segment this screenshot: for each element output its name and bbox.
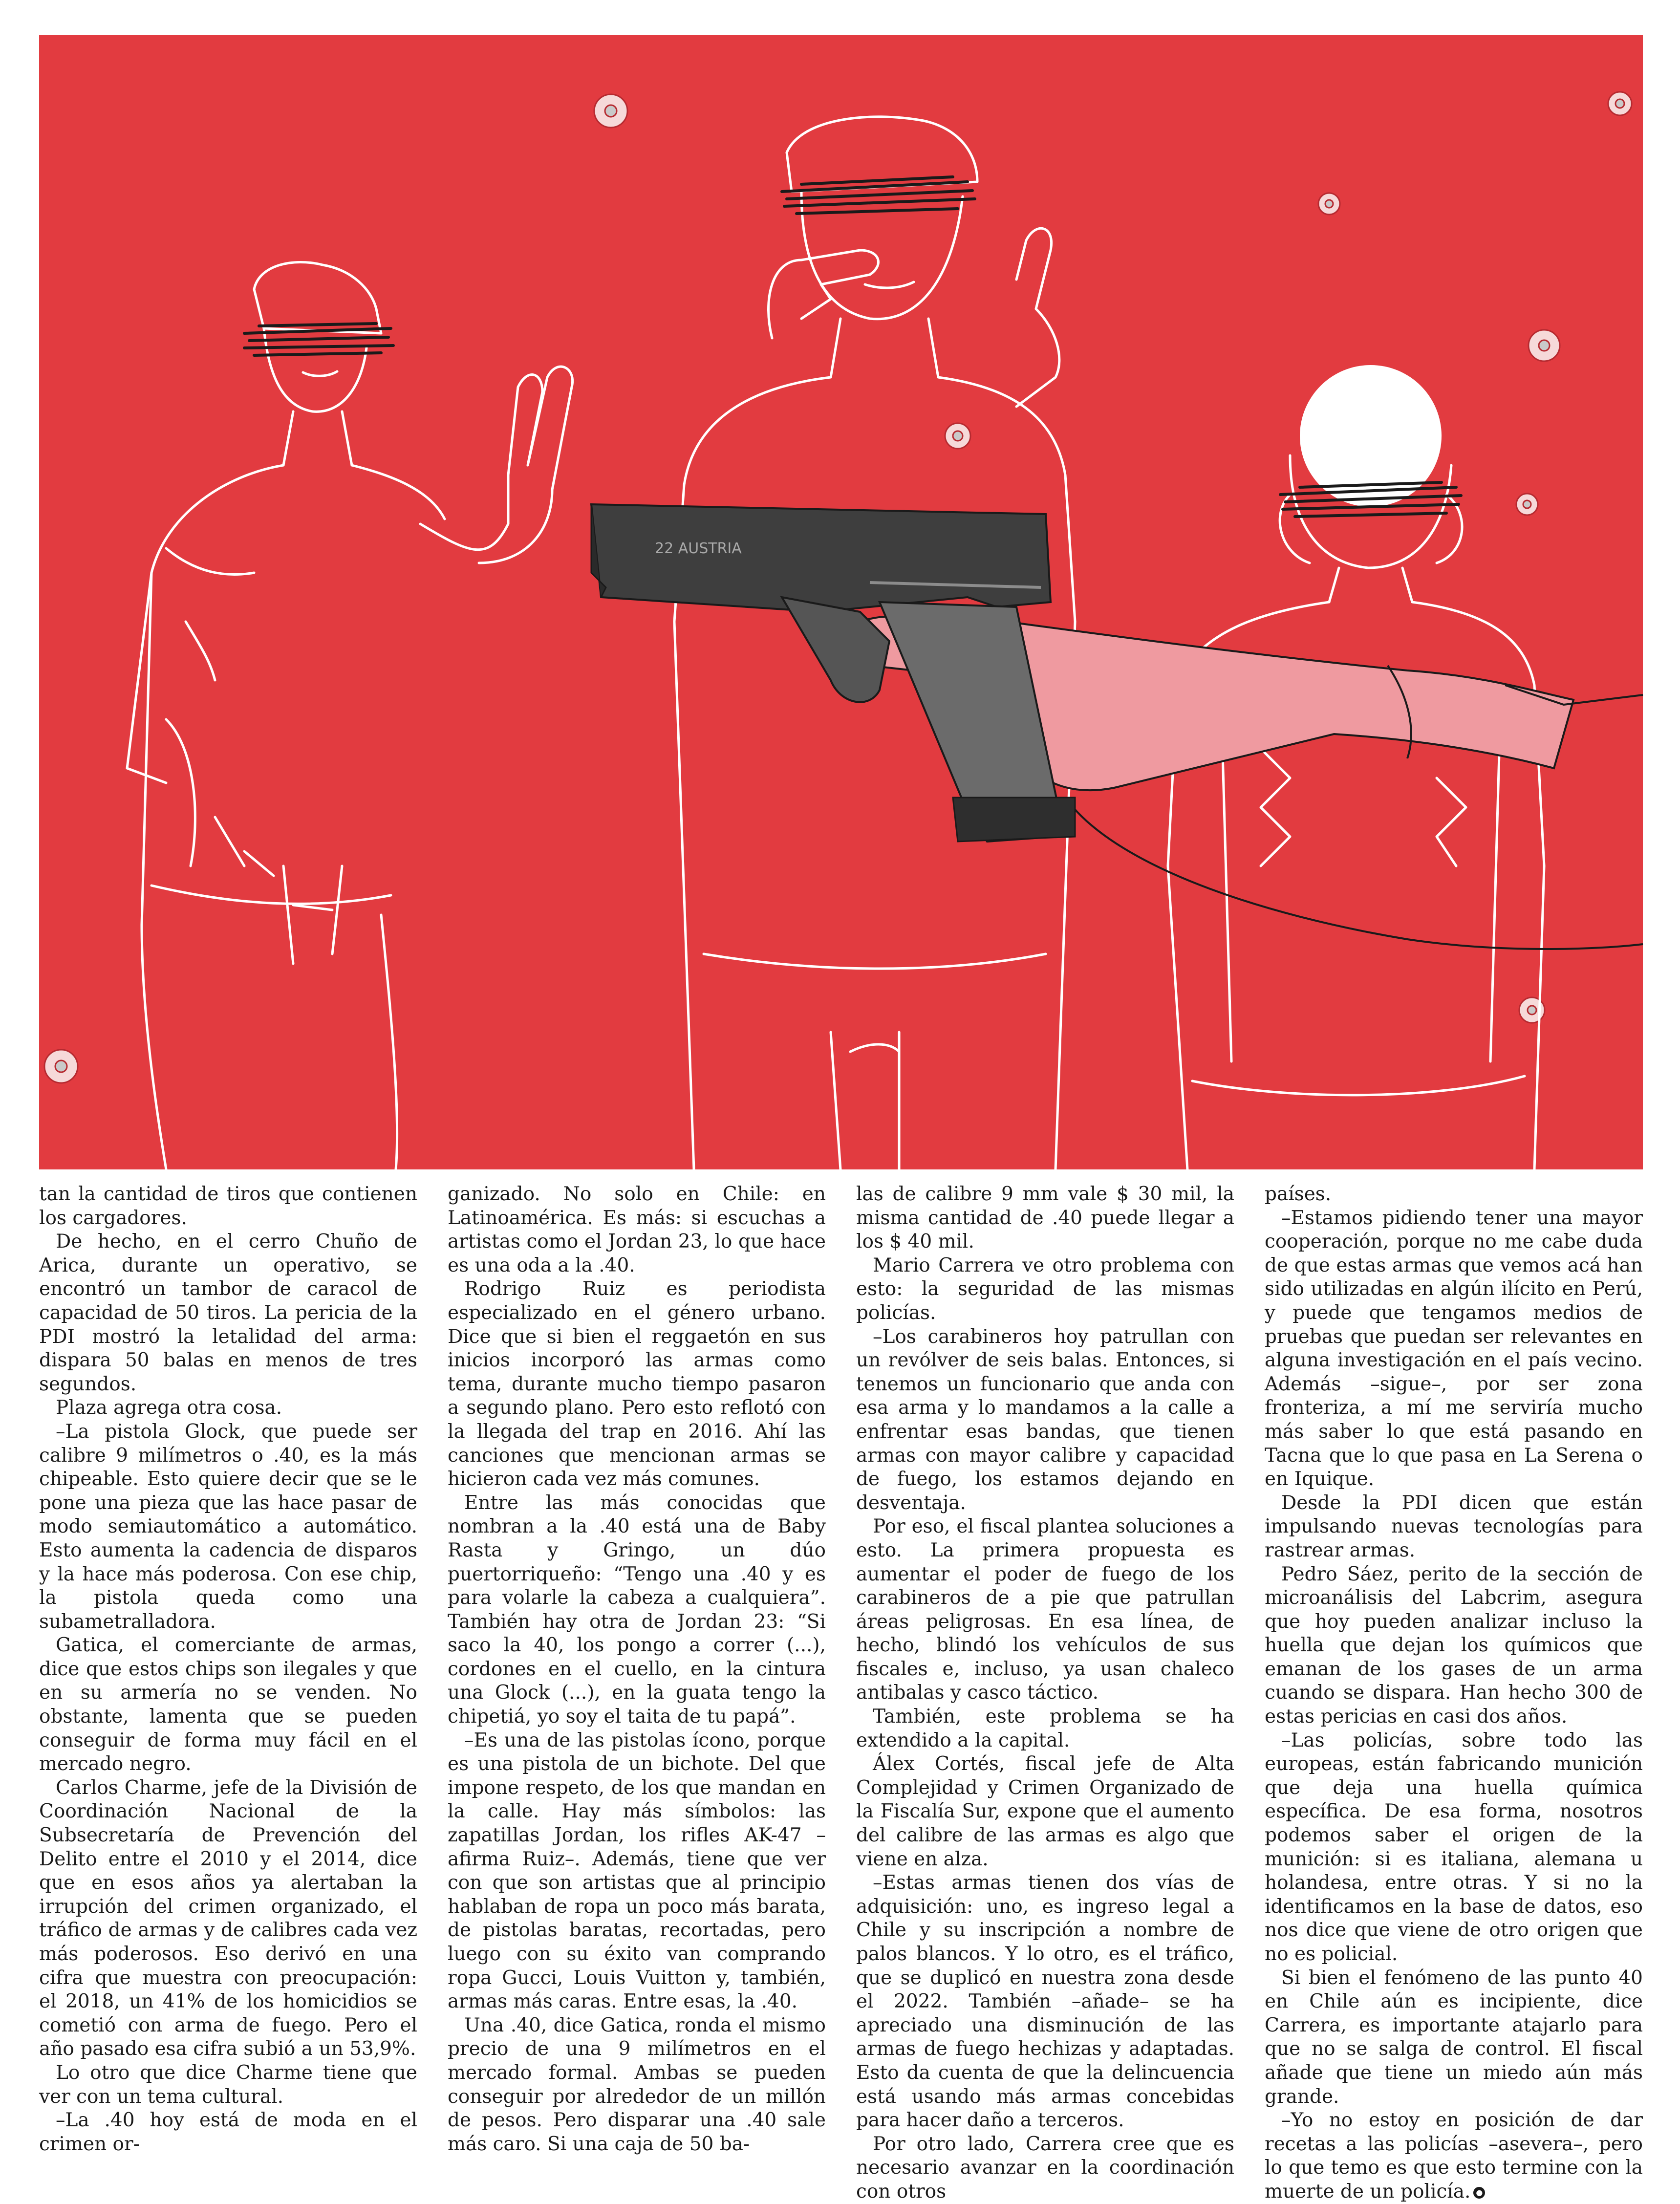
paragraph: Gatica, el comerciante de armas, dice que estos chips son ilegales y que en su armería no se venden. No obstante, lamenta que se pueden conseguir de forma muy fácil en el mercado negro. xyxy=(39,1634,417,1775)
paragraph: Carlos Charme, jefe de la División de Coordinación Nacional de la Subsecretaría de Prevención del Delito entre el 2010 y el 2014, dice que en esos años ya alertaban la irrupción del crimen organizado, el tráfico de armas y de calibres cada vez más poderosos. Eso derivó en una cifra que muestra con preocupación: el 2018, un 41% de los homicidios se cometió con arma de fuego. Pero el año pasado esa cifra subió a un 53,9%. xyxy=(39,1776,417,2060)
article-body xyxy=(39,1183,1643,2203)
bullet-hole xyxy=(594,94,627,128)
bullet-hole xyxy=(1318,193,1340,215)
article-column-1 xyxy=(39,1183,417,2155)
last-paragraph-text: –Yo no estoy en posición de dar recetas a las policías –asevera–, pero lo que temo es que esto termine con la muerte de un policía. xyxy=(1265,2109,1643,2203)
paragraph xyxy=(1265,2109,1643,2204)
paragraph: Una .40, dice Gatica, ronda el mismo precio de una 9 milímetros en el mercado formal. Ambas se pueden conseguir por alrededor de un millón de pesos. Pero disparar una .40 sale más caro. Si una caja de 50 ba- xyxy=(448,2014,826,2155)
paragraph: países. xyxy=(1265,1183,1332,1205)
paragraph: Por otro lado, Carrera cree que es necesario avanzar en la coordinación con otros xyxy=(856,2133,1234,2203)
paragraph: También, este problema se ha extendido a la capital. xyxy=(856,1706,1234,1751)
paragraph: –Los carabineros hoy patrullan con un revólver de seis balas. Entonces, si tenemos un funcionario que anda con esa arma y lo mandamos a la calle a enfrentar esas bandas, que tienen armas con mayor calibre y capacidad de fuego, los estamos dejando en desventaja. xyxy=(856,1325,1234,1514)
end-of-article-icon: ● xyxy=(1473,2187,1485,2199)
paragraph: las de calibre 9 mm vale $ 30 mil, la misma cantidad de .40 puede llegar a los $ 40 mil. xyxy=(856,1183,1234,1253)
article-column-4 xyxy=(1265,1183,1643,2203)
paragraph: Mario Carrera ve otro problema con esto: la seguridad de las mismas policías. xyxy=(856,1254,1234,1324)
paragraph: Pedro Sáez, perito de la sección de microanálisis del Labcrim, asegura que hoy pueden analizar incluso la huella que dejan los químicos que emanan de los gases de un arma cuando se dispara. Han hecho 300 de estas pericias en casi dos años. xyxy=(1265,1563,1643,1728)
paragraph: ganizado. No solo en Chile: en Latinoamérica. Es más: si escuchas a artistas como el Jordan 23, lo que hace es una oda a la .40. xyxy=(448,1183,826,1276)
paragraph: Lo otro que dice Charme tiene que ver con un tema cultural. xyxy=(39,2061,417,2108)
paragraph: De hecho, en el cerro Chuño de Arica, durante un operativo, se encontró un tambor de caracol de capacidad de 50 tiros. La pericia de la PDI mostró la letalidad del arma: dispara 50 balas en menos de tres segundos. xyxy=(39,1231,417,1395)
paragraph: –Estas armas tienen dos vías de adquisición: uno, es ingreso legal a Chile y su inscripción a nombre de palos blancos. Y lo otro, es el tráfico, que se duplicó en nuestra zona desde el 2022. También –añade– se ha apreciado una disminución de las armas de fuego hechizas y adaptadas. Esto da cuenta de que la delincuencia está usando más armas concebidas para hacer daño a terceros. xyxy=(856,1872,1234,2132)
paragraph: Si bien el fenómeno de las punto 40 en Chile aún es incipiente, dice Carrera, es importante atajarlo para que no se salga de control. El fiscal añade que tiene un miedo aún más grande. xyxy=(1265,1966,1643,2108)
paragraph: Entre las más conocidas que nombran a la .40 está una de Baby Rasta y Gringo, un dúo puertorriqueño: “Tengo una .40 y es para volarle la cabeza a cualquiera”. También hay otra de Jordan 23: “Si saco la 40, los pongo a correr (...), cordones en el cuello, en la cintura una Glock (...), en la guata tengo la chipetiá, yo soy el taita de tu papá”. xyxy=(448,1491,826,1728)
paragraph: Rodrigo Ruiz es periodista especializado en el género urbano. Dice que si bien el reggaetón en sus inicios incorporó las armas como tema, durante mucho tiempo pasaron a segundo plano. Pero esto reflotó con la llegada del trap en 2016. Ahí las canciones que mencionan armas se hicieron cada vez más comunes. xyxy=(448,1278,826,1491)
bullet-hole xyxy=(1529,330,1560,361)
paragraph: –La pistola Glock, que puede ser calibre 9 milímetros o .40, es la más chipeable. Esto quiere decir que se le pone una pieza que las hace pasar de modo semiautomático a automático. Esto aumenta la cadencia de disparos y la hace más poderosa. Con ese chip, la pistola queda como una subametralladora. xyxy=(39,1420,417,1633)
paragraph: –Estamos pidiendo tener una mayor cooperación, porque no me cabe duda de que estas armas que vemos acá han sido utilizadas en algún ilícito en Perú, y puede que tengamos medios de pruebas que puedan ser relevantes en alguna investigación en el país vecino. Además –sigue–, por ser zona fronteriza, a mí me serviría mucho más saber lo que está pasando en Tacna que lo que pasa en La Serena o en Iquique. xyxy=(1265,1207,1643,1491)
gun-marking: 22 AUSTRIA xyxy=(655,540,742,557)
paragraph: –Las policías, sobre todo las europeas, están fabricando munición que deja una huella química específica. De esa forma, nosotros podemos saber el origen de la munición: si es italiana, alemana u holandesa, entre otras. Y si no la identificamos en la base de datos, eso nos dice que viene de otro origen que no es policial. xyxy=(1265,1729,1643,1965)
bullet-hole xyxy=(44,1050,78,1083)
paragraph: –La .40 hoy está de moda en el crimen or- xyxy=(39,2109,417,2155)
article-column-2 xyxy=(448,1183,826,2155)
bullet-hole xyxy=(1608,92,1632,115)
paragraph: Plaza agrega otra cosa. xyxy=(56,1397,282,1419)
paragraph: Por eso, el fiscal plantea soluciones a esto. La primera propuesta es aumentar el poder de fuego de los carabineros de a pie que patrullan áreas peligrosas. En esa línea, de hecho, blindó los vehículos de sus fiscales e, incluso, ya usan chaleco antibalas y casco táctico. xyxy=(856,1515,1234,1704)
paragraph: –Es una de las pistolas ícono, porque es una pistola de un bichote. Del que impone respeto, de los que mandan en la calle. Hay más símbolos: las zapatillas Jordan, los rifles AK-47 –afirma Ruiz–. Además, tiene que ver con que son artistas que al principio hablaban de ropa un poco más barata, de pistolas baratas, recortadas, pero luego con su éxito van comprando ropa Gucci, Louis Vuitton y, también, armas más caras. Entre esas, la .40. xyxy=(448,1729,826,2013)
article-illustration xyxy=(39,35,1643,1169)
bullet-hole xyxy=(1516,494,1538,515)
bullet-hole xyxy=(945,423,970,449)
paragraph: Álex Cortés, fiscal jefe de Alta Complejidad y Crimen Organizado de la Fiscalía Sur, expone que el aumento del calibre de las armas es algo que viene en alza. xyxy=(856,1753,1234,1870)
paragraph: Desde la PDI dicen que están impulsando nuevas tecnologías para rastrear armas. xyxy=(1265,1491,1643,1561)
article-column-3 xyxy=(856,1183,1234,2203)
paragraph: tan la cantidad de tiros que contienen los cargadores. xyxy=(39,1183,417,1229)
